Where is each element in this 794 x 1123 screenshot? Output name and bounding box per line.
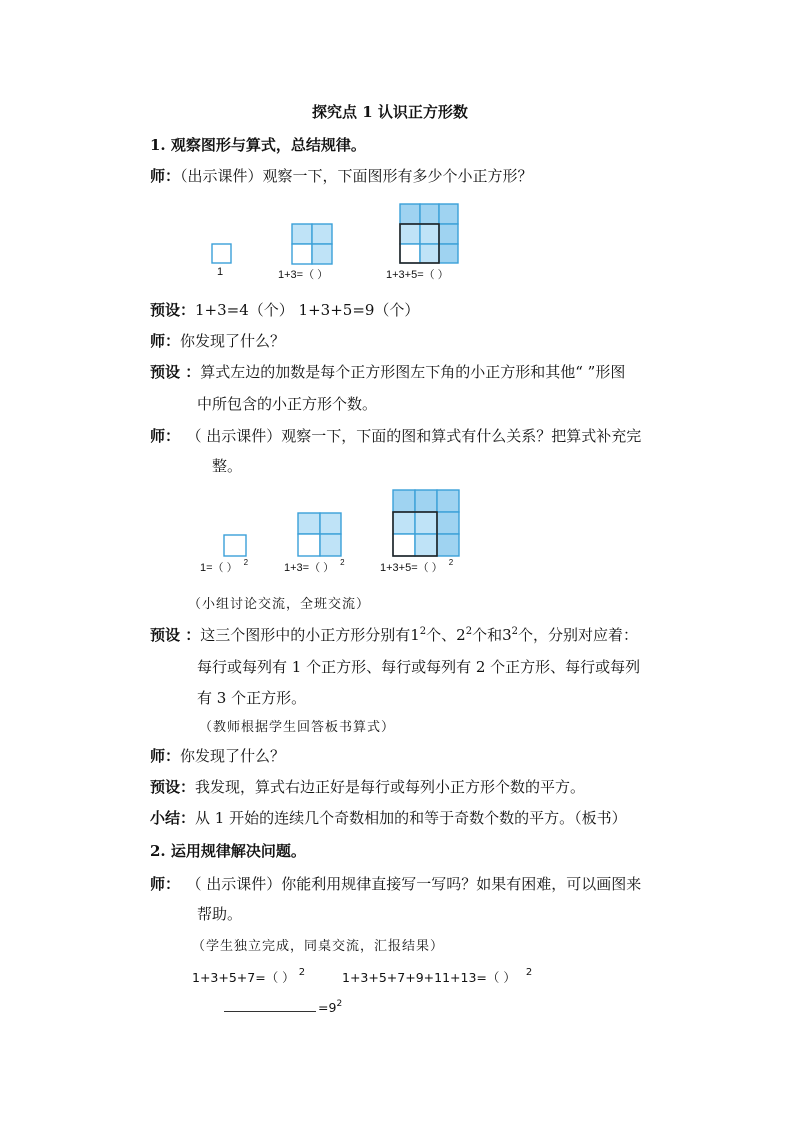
teacher-line-4	[150, 746, 285, 766]
role-label: 预设：	[150, 778, 196, 796]
exponent: 2	[465, 626, 473, 637]
exponent: 2	[511, 626, 518, 637]
teacher-text: 你发现了什么？	[180, 747, 286, 765]
exponent: 2	[525, 967, 533, 978]
label-text: 1+3=（ ）	[284, 562, 335, 574]
preset-line-2-cont: 中所包含的小正方形个数。	[197, 395, 378, 413]
preset-line-3	[150, 625, 638, 645]
role-label: 师：	[150, 332, 181, 350]
exponent: 2	[419, 626, 427, 637]
role-label: 师：	[150, 167, 181, 185]
exercise-eq-2	[342, 967, 533, 986]
figure2-label-2	[284, 558, 345, 575]
section-heading-2: 2. 运用规律解决问题。	[150, 842, 306, 860]
preset-line-3-cont-1: 每行或每列有 1 个正方形、每行或每列有 2 个正方形、每行或每列	[197, 658, 641, 676]
preset-text: 个和3	[472, 626, 512, 644]
preset-text: 这三个图形中的小正方形分别有1	[200, 626, 420, 644]
figure2-label-1	[200, 558, 249, 575]
square-2x2	[298, 513, 341, 556]
teacher-text: （ 出示课件）观察一下，下面的图和算式有什么关系？把算式补充完	[194, 427, 642, 445]
exponent: 2	[340, 558, 345, 567]
role-label: 师：	[150, 747, 181, 765]
label-text: 1=（ ）	[200, 562, 238, 574]
preset-text: 我发现，算式右边正好是每行或每列小正方形个数的平方。	[195, 778, 586, 796]
teacher-text: （ 出示课件）你能利用规律直接写一写吗？如果有困难，可以画图来	[194, 875, 642, 893]
exponent: 2	[298, 967, 306, 978]
note-group-discussion: （小组讨论交流，全班交流）	[188, 597, 371, 612]
preset-text: 个、2	[426, 626, 466, 644]
teacher-line-5	[150, 874, 641, 894]
section-heading-1: 1. 观察图形与算式，总结规律。	[150, 136, 366, 154]
preset-text: 1+3=4（个） 1+3+5=9（个）	[195, 301, 420, 319]
equation-text: =9	[318, 1000, 337, 1015]
role-label: 预设 ：	[150, 363, 201, 381]
note-independent-work: （学生独立完成，同桌交流，汇报结果）	[192, 939, 445, 954]
figure2-label-3	[380, 558, 454, 575]
square-3x3	[393, 490, 459, 556]
exponent: 2	[243, 558, 249, 567]
role-label: 预设：	[150, 301, 196, 319]
summary-line	[150, 808, 627, 828]
exercise-eq-3	[318, 1000, 342, 1015]
figure1-label-3: 1+3+5=（ ）	[386, 269, 449, 281]
role-label: 小结：	[150, 809, 196, 827]
teacher-line-3-cont: 整。	[212, 457, 243, 475]
equation-text: 1+3+5+7=（ ）	[192, 970, 295, 985]
role-label: 预设 ：	[150, 626, 201, 644]
equation-text: 1+3+5+7+9+11+13=（ ）	[342, 970, 516, 985]
teacher-text: 你发现了什么？	[180, 332, 286, 350]
teacher-line-5-cont: 帮助。	[197, 905, 243, 923]
page-title: 探究点 1 认识正方形数	[312, 103, 468, 121]
exponent: 2	[448, 558, 454, 567]
answer-blank-line[interactable]	[224, 1011, 316, 1012]
preset-text: 算式左边的加数是每个正方形图左下角的小正方形和其他“ ”形图	[200, 363, 626, 381]
exercise-eq-1	[192, 967, 306, 986]
figure1-label-2: 1+3=（ ）	[278, 269, 329, 281]
square-1x1	[224, 535, 246, 556]
preset-line-3-cont-2: 有 3 个正方形。	[197, 689, 307, 707]
label-text: 1+3+5=（ ）	[380, 562, 443, 574]
role-label: 师：	[150, 875, 181, 893]
figure1-label-1: 1	[217, 266, 224, 278]
summary-text: 从 1 开始的连续几个奇数相加的和等于奇数个数的平方。（板书）	[195, 809, 627, 827]
preset-line-4	[150, 777, 585, 797]
role-label: 师：	[150, 427, 181, 445]
teacher-text: （出示课件）观察一下，下面图形有多少个小正方形？	[180, 167, 533, 185]
exponent: 2	[336, 999, 343, 1009]
preset-text: 个，分别对应着：	[518, 626, 639, 644]
note-board-writing: （教师根据学生回答板书算式）	[199, 720, 396, 735]
